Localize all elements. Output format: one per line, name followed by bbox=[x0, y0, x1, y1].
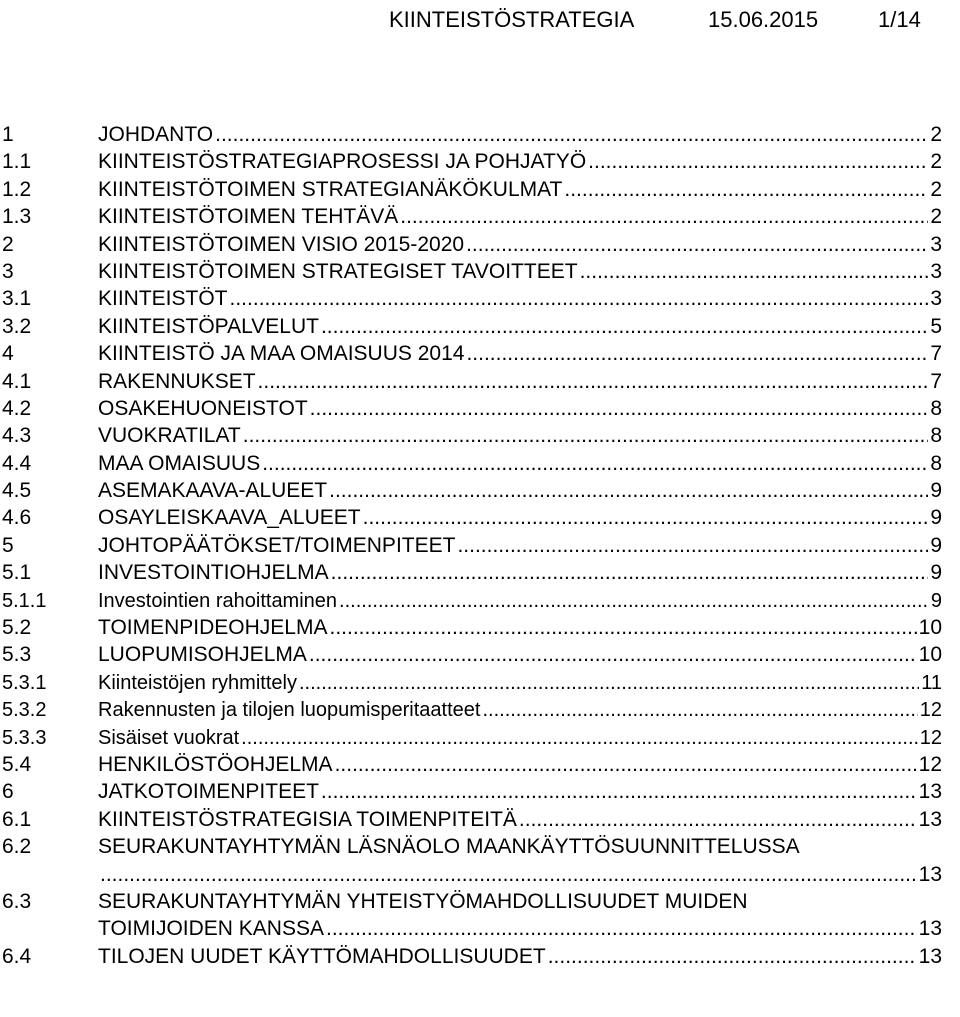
toc-entry-title: INVESTOINTIOHJELMA bbox=[98, 561, 329, 585]
toc-entry-title: KIINTEISTÖTOIMEN VISIO 2015-2020 bbox=[98, 232, 465, 256]
toc-entry-page: 9 bbox=[928, 476, 942, 506]
toc-entry-title: SEURAKUNTAYHTYMÄN LÄSNÄOLO MAANKÄYTTÖSUUNNITTELUSSA bbox=[98, 835, 800, 859]
toc-entry-title: SEURAKUNTAYHTYMÄN YHTEISTYÖMAHDOLLISUUDET MUIDEN bbox=[98, 889, 748, 913]
toc-entry-number: 5.3.3 bbox=[2, 726, 47, 749]
toc-entry-title: KIINTEISTÖTOIMEN TEHTÄVÄ bbox=[98, 205, 399, 229]
toc-entry-page: 13 bbox=[917, 914, 942, 944]
toc-entry-page: 2 bbox=[928, 175, 942, 205]
toc-entry[interactable] bbox=[0, 230, 960, 257]
toc-entry-title: MAA OMAISUUS bbox=[98, 451, 261, 475]
toc-leader-dots bbox=[363, 503, 929, 533]
toc-leader-dots bbox=[335, 750, 917, 780]
toc-leader-dots bbox=[400, 202, 928, 232]
toc-entry-title: OSAYLEISKAAVA_ALUEET bbox=[98, 506, 361, 530]
toc-entry[interactable] bbox=[0, 394, 960, 421]
toc-entry-number: 6.3 bbox=[2, 889, 32, 913]
toc-entry-number: 6.2 bbox=[2, 835, 32, 859]
toc-entry-page: 13 bbox=[917, 805, 942, 835]
toc-entry-page: 12 bbox=[917, 750, 942, 780]
toc-leader-dots bbox=[309, 640, 917, 670]
toc-entry-number: 5.1 bbox=[2, 561, 32, 585]
toc-entry-page: 13 bbox=[917, 777, 942, 807]
toc-leader-dots bbox=[230, 284, 929, 314]
toc-entry-title: JOHTOPÄÄTÖKSET/TOIMENPITEET bbox=[98, 533, 456, 557]
toc-entry[interactable] bbox=[0, 367, 960, 394]
toc-entry-page: 7 bbox=[928, 367, 942, 397]
toc-entry[interactable] bbox=[0, 668, 960, 695]
toc-entry-number: 5.3 bbox=[2, 643, 32, 667]
toc-entry-title: KIINTEISTÖ JA MAA OMAISUUS 2014 bbox=[98, 342, 465, 366]
toc-entry-page: 11 bbox=[919, 668, 942, 698]
toc-entry-continuation[interactable] bbox=[0, 914, 960, 941]
toc-leader-dots bbox=[588, 147, 928, 177]
toc-entry-number: 5.4 bbox=[2, 752, 32, 776]
toc-entry-page: 2 bbox=[928, 120, 942, 150]
toc-entry-number: 1.2 bbox=[2, 177, 32, 201]
toc-leader-dots bbox=[564, 175, 928, 205]
toc-leader-dots bbox=[457, 531, 928, 561]
toc-entry[interactable] bbox=[0, 339, 960, 366]
toc-leader-dots bbox=[262, 449, 928, 479]
toc-entry-title: Investointien rahoittaminen bbox=[98, 589, 338, 612]
toc-entry-title: JATKOTOIMENPITEET bbox=[98, 780, 319, 804]
toc-entry-page: 13 bbox=[917, 942, 942, 972]
toc-entry-title: Kiinteistöjen ryhmittely bbox=[98, 671, 297, 694]
toc-entry[interactable] bbox=[0, 586, 960, 613]
toc-entry-page: 9 bbox=[928, 531, 942, 561]
toc-entry[interactable] bbox=[0, 531, 960, 558]
document-date: 15.06.2015 bbox=[708, 7, 819, 32]
toc-entry-number: 5.3.1 bbox=[2, 671, 47, 694]
document-title: KIINTEISTÖSTRATEGIA bbox=[389, 7, 635, 32]
toc-entry[interactable] bbox=[0, 777, 960, 804]
toc-leader-dots bbox=[580, 257, 929, 287]
toc-entry-number: 1.3 bbox=[2, 205, 32, 229]
toc-leader-dots bbox=[548, 942, 917, 972]
toc-leader-dots bbox=[243, 421, 929, 451]
toc-entry-title: KIINTEISTÖPALVELUT bbox=[98, 314, 319, 338]
toc-entry-page: 9 bbox=[929, 586, 942, 616]
toc-entry-number: 5 bbox=[2, 533, 14, 557]
toc-leader-dots bbox=[466, 230, 928, 260]
toc-entry-title: HENKILÖSTÖOHJELMA bbox=[98, 752, 333, 776]
toc-entry[interactable] bbox=[0, 640, 960, 667]
toc-entry-title: RAKENNUKSET bbox=[98, 369, 256, 393]
toc-entry[interactable] bbox=[0, 723, 960, 750]
toc-entry-number: 5.2 bbox=[2, 616, 32, 640]
toc-entry-number: 4.5 bbox=[2, 479, 32, 503]
toc-entry-page: 3 bbox=[928, 230, 942, 260]
toc-entry-number: 4.2 bbox=[2, 396, 32, 420]
toc-entry-title: Rakennusten ja tilojen luopumisperitaatteet bbox=[98, 699, 481, 722]
toc-entry-title: KIINTEISTÖTOIMEN STRATEGIANÄKÖKULMAT bbox=[98, 177, 563, 201]
toc-leader-dots bbox=[339, 586, 929, 616]
toc-entry-continuation[interactable] bbox=[0, 860, 960, 887]
toc-entry-page: 8 bbox=[928, 449, 942, 479]
toc-entry-title: KIINTEISTÖTOIMEN STRATEGISET TAVOITTEET bbox=[98, 259, 578, 283]
toc-entry-page: 3 bbox=[928, 284, 942, 314]
toc-entry[interactable] bbox=[0, 942, 960, 969]
toc-entry-page: 2 bbox=[928, 202, 942, 232]
toc-leader-dots bbox=[241, 723, 918, 753]
toc-entry-page: 10 bbox=[917, 613, 942, 643]
toc-entry[interactable] bbox=[0, 558, 960, 585]
toc-entry[interactable] bbox=[0, 257, 960, 284]
toc-entry-number: 4.6 bbox=[2, 506, 32, 530]
toc-entry-page: 7 bbox=[928, 339, 942, 369]
toc-entry-title: TOIMENPIDEOHJELMA bbox=[98, 616, 328, 640]
toc-entry-number: 3.1 bbox=[2, 287, 32, 311]
toc-entry-title: TOIMIJOIDEN KANSSA bbox=[98, 917, 324, 941]
page-header bbox=[0, 3, 960, 37]
page-number: 1/14 bbox=[878, 7, 921, 32]
toc-entry[interactable] bbox=[0, 449, 960, 476]
toc-leader-dots bbox=[321, 312, 928, 342]
toc-entry-page: 3 bbox=[928, 257, 942, 287]
table-of-contents bbox=[0, 120, 960, 969]
toc-entry-page: 12 bbox=[918, 695, 942, 725]
toc-leader-dots bbox=[329, 476, 928, 506]
toc-entry[interactable] bbox=[0, 503, 960, 530]
toc-leader-dots bbox=[258, 367, 929, 397]
toc-entry[interactable] bbox=[0, 695, 960, 722]
toc-entry-number: 6.1 bbox=[2, 807, 32, 831]
toc-entry-page: 10 bbox=[917, 640, 942, 670]
toc-entry-number: 5.1.1 bbox=[2, 589, 47, 612]
toc-entry-number: 3.2 bbox=[2, 314, 32, 338]
toc-entry-number: 2 bbox=[2, 232, 14, 256]
toc-entry-number: 1 bbox=[2, 123, 14, 146]
toc-entry-page: 8 bbox=[928, 421, 942, 451]
toc-entry-number: 3 bbox=[2, 259, 14, 283]
toc-entry-page: 12 bbox=[918, 723, 942, 753]
toc-entry[interactable] bbox=[0, 750, 960, 777]
toc-entry-number: 4.1 bbox=[2, 369, 32, 393]
toc-entry-number: 1.1 bbox=[2, 150, 32, 174]
toc-entry[interactable] bbox=[0, 476, 960, 503]
toc-leader-dots bbox=[215, 120, 928, 150]
toc-entry[interactable] bbox=[0, 832, 960, 859]
toc-entry-number: 4.4 bbox=[2, 451, 32, 475]
toc-entry-number: 6 bbox=[2, 780, 14, 804]
toc-entry-title: ASEMAKAAVA-ALUEET bbox=[98, 479, 328, 503]
toc-entry[interactable] bbox=[0, 147, 960, 174]
toc-entry-title: VUOKRATILAT bbox=[98, 424, 241, 448]
toc-entry-title: KIINTEISTÖSTRATEGIAPROSESSI JA POHJATYÖ bbox=[98, 150, 587, 174]
toc-entry[interactable] bbox=[0, 312, 960, 339]
toc-entry[interactable] bbox=[0, 175, 960, 202]
toc-leader-dots bbox=[482, 695, 917, 725]
toc-entry-number: 5.3.2 bbox=[2, 699, 47, 722]
toc-entry-page: 2 bbox=[928, 147, 942, 177]
toc-leader-dots bbox=[299, 668, 919, 698]
toc-entry-title: KIINTEISTÖT bbox=[98, 287, 228, 311]
toc-entry[interactable] bbox=[0, 805, 960, 832]
toc-leader-dots bbox=[100, 860, 917, 890]
toc-entry-title: JOHDANTO bbox=[98, 123, 214, 146]
toc-entry-title: Sisäiset vuokrat bbox=[98, 726, 240, 749]
toc-entry[interactable] bbox=[0, 887, 960, 914]
toc-entry-title: KIINTEISTÖSTRATEGISIA TOIMENPITEITÄ bbox=[98, 807, 517, 831]
toc-entry[interactable] bbox=[0, 120, 960, 147]
toc-entry-number: 4 bbox=[2, 342, 14, 366]
toc-entry-page: 5 bbox=[928, 312, 942, 342]
toc-leader-dots bbox=[331, 558, 929, 588]
toc-entry-title: OSAKEHUONEISTOT bbox=[98, 396, 308, 420]
toc-entry[interactable] bbox=[0, 202, 960, 229]
toc-leader-dots bbox=[326, 914, 917, 944]
toc-leader-dots bbox=[321, 777, 917, 807]
toc-entry-page: 9 bbox=[928, 558, 942, 588]
toc-entry-number: 4.3 bbox=[2, 424, 32, 448]
toc-entry-number: 6.4 bbox=[2, 944, 32, 968]
toc-leader-dots bbox=[310, 394, 929, 424]
toc-entry[interactable] bbox=[0, 613, 960, 640]
toc-entry-page: 8 bbox=[928, 394, 942, 424]
toc-entry-title: TILOJEN UUDET KÄYTTÖMAHDOLLISUUDET bbox=[98, 944, 546, 968]
toc-entry[interactable] bbox=[0, 284, 960, 311]
toc-leader-dots bbox=[466, 339, 928, 369]
toc-entry-title: LUOPUMISOHJELMA bbox=[98, 643, 307, 667]
toc-entry-page: 9 bbox=[928, 503, 942, 533]
toc-leader-dots bbox=[519, 805, 917, 835]
toc-entry-page: 13 bbox=[917, 860, 942, 890]
toc-entry[interactable] bbox=[0, 421, 960, 448]
toc-leader-dots bbox=[329, 613, 916, 643]
